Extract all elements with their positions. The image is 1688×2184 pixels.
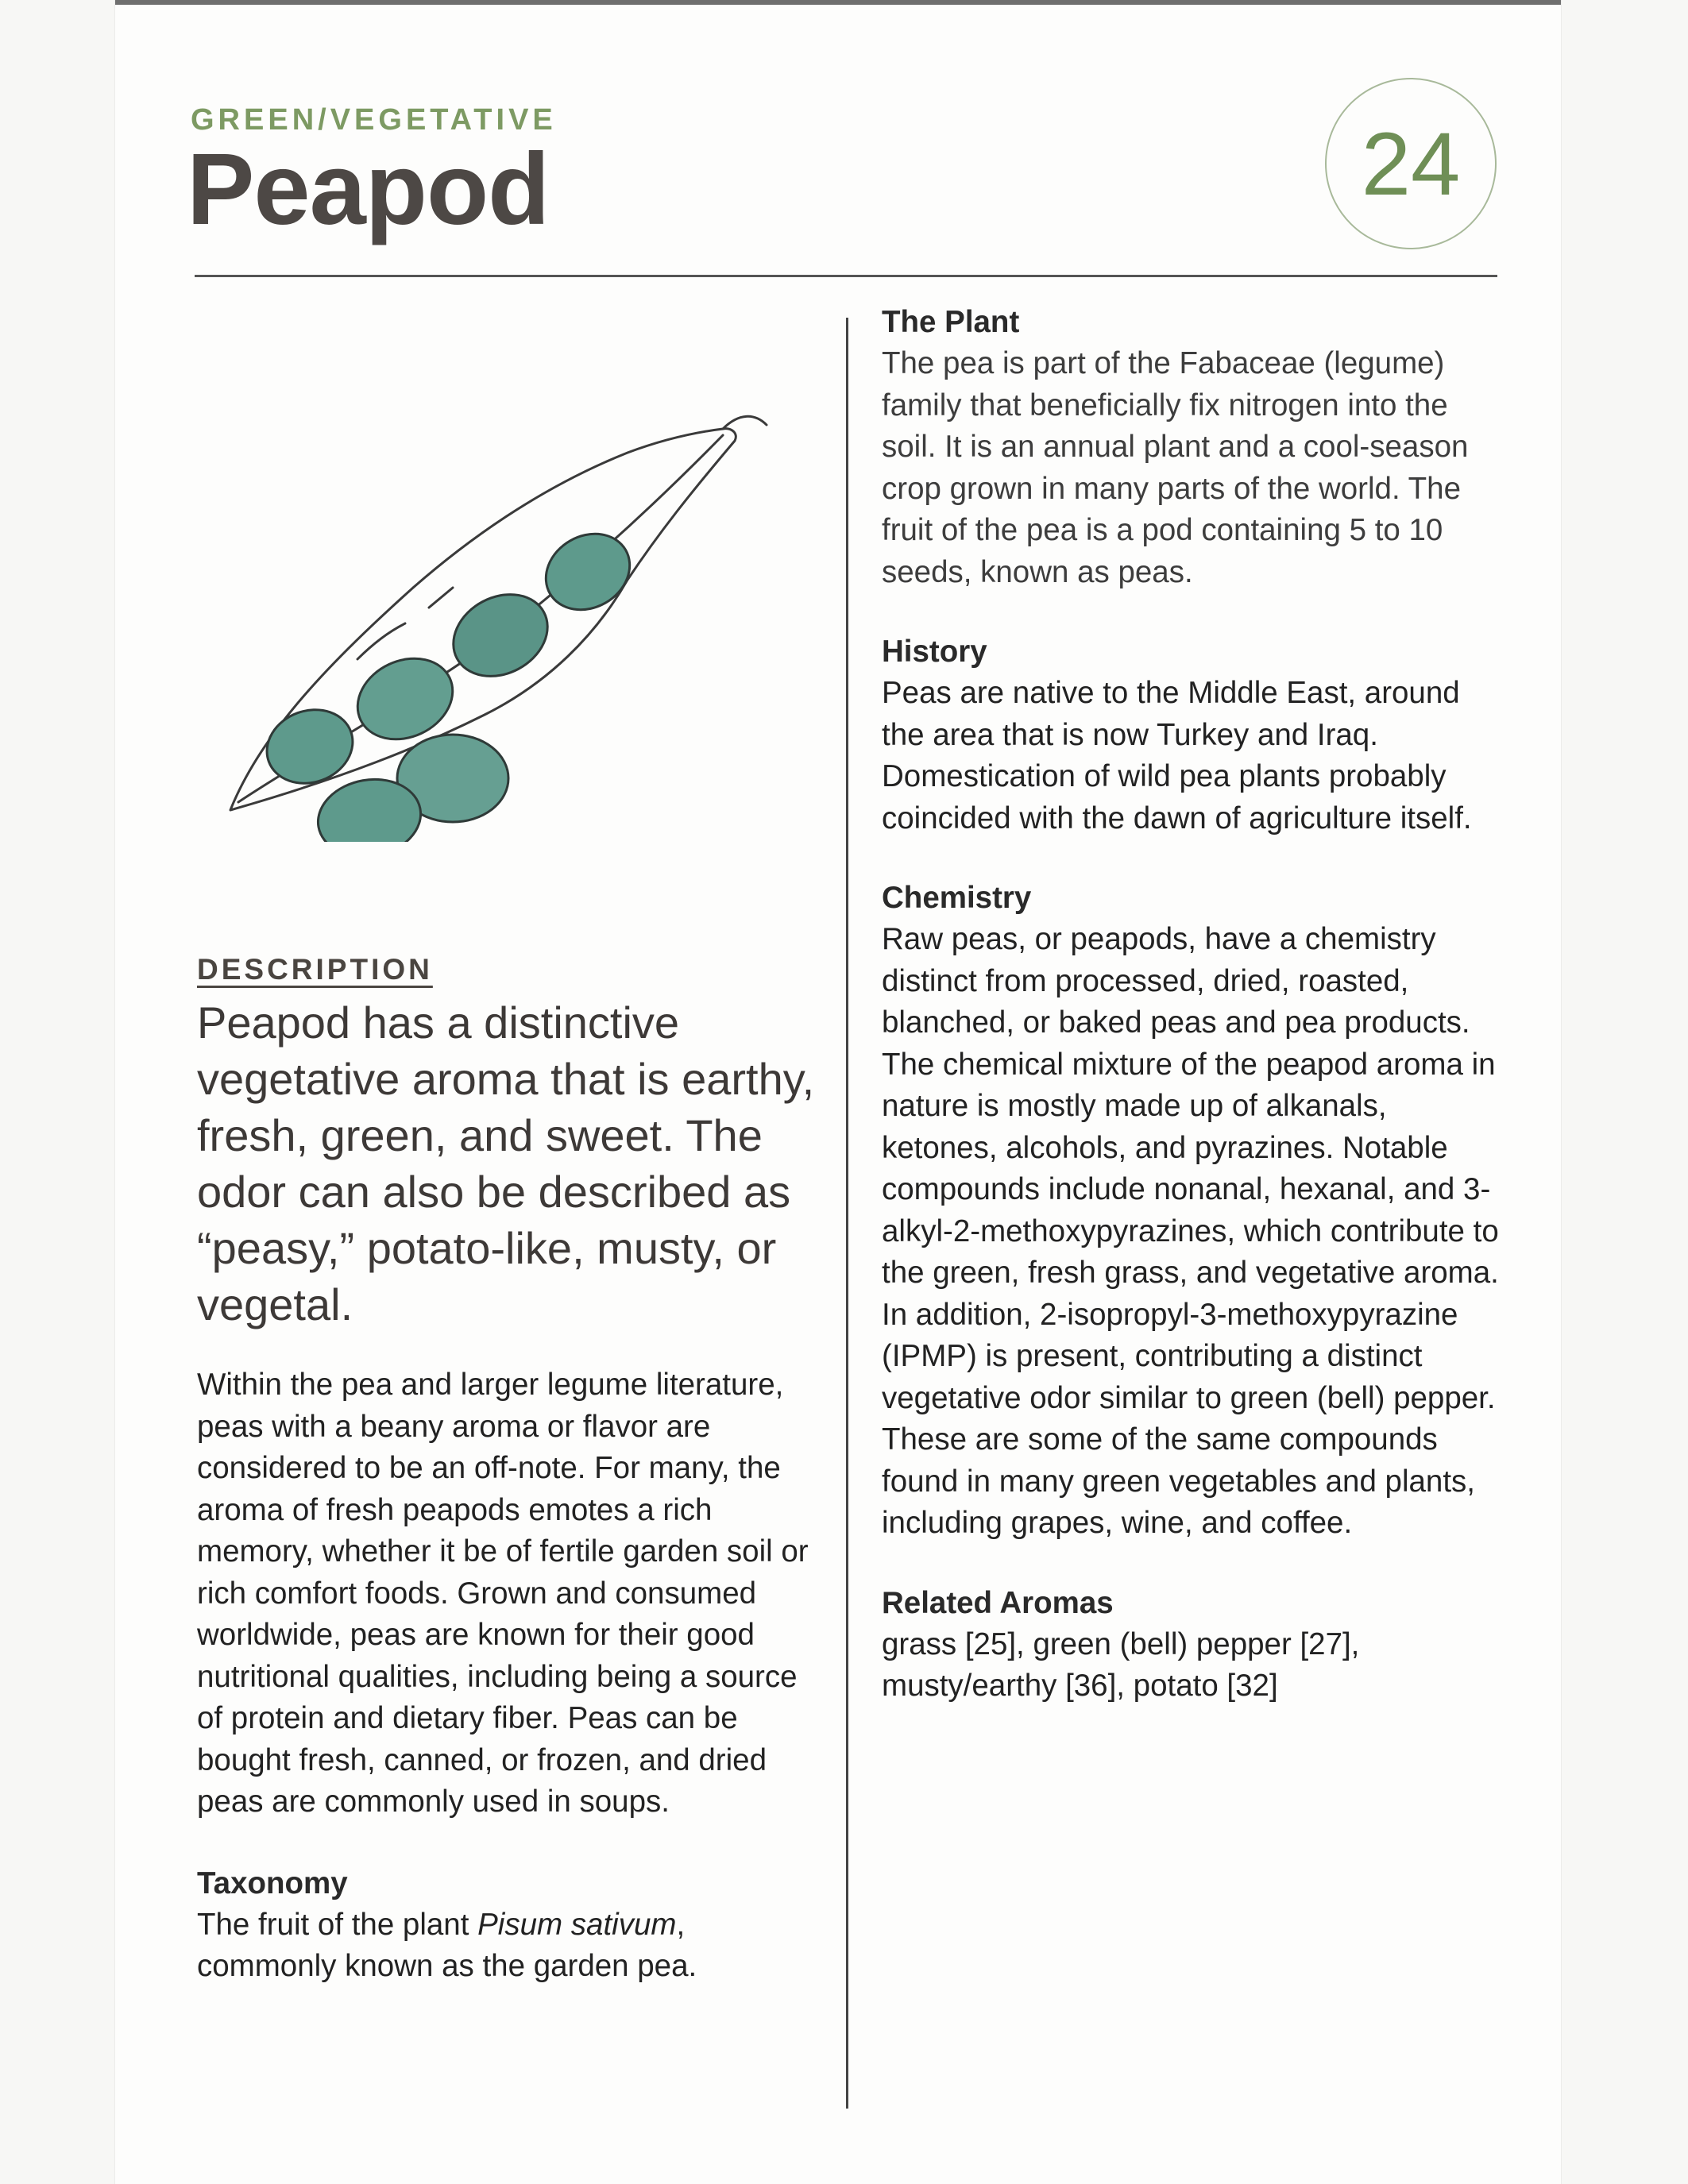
pea [439,579,562,693]
plant-section [882,302,1509,593]
taxonomy-species: Pisum sativum [477,1907,677,1942]
chemistry-section [882,878,1509,1545]
chemistry-text: Raw peas, or peapods, have a chemistry distinct from processed, dried, roasted, blanched, or baked peas and pea products. The chemical mixture of the peapod aroma in nature is mostly made up of alkanals, ketones, alcohols, and pyrazines. Notable compounds include nonanal, hexanal, and 3-alkyl-2-methoxypyrazines, which contribute to the green, fresh grass, and vegetative aroma. In addition, 2-isopropyl-3-methoxypyrazine (IPMP) is present, contributing a distinct vegetative odor similar to green (bell) pepper. These are some of the same compounds found in many green vegetables and plants, including grapes, wine, and coffee. [882,922,1499,1540]
page-title: Peapod [187,133,550,246]
history-text: Peas are native to the Middle East, around the area that is now Turkey and Iraq. Domestication of wild pea plants probably coincided with the dawn of agriculture itself. [882,676,1472,835]
card-number-badge [1325,78,1497,249]
history-heading: History [882,635,987,669]
pod-highlight-2 [429,588,453,608]
taxonomy-text-after: , commonly known as the garden pea. [197,1907,697,1983]
plant-heading: The Plant [882,305,1020,339]
column-divider [846,318,848,2109]
plant-text: The pea is part of the Fabaceae (legume) family that beneficially fix nitrogen into the soil. It is an annual plant and a cool-season crop grown in many parts of the world. The fruit of the pea is a pod containing 5 to 10 seeds, known as peas. [882,346,1469,589]
taxonomy-text-before: The fruit of the plant [197,1907,478,1942]
description-lead: Peapod has a distinctive vegetative aroma that is earthy, fresh, green, and sweet. The odor can also be described as “peasy,” potato-like, musty, or vegetal. [197,997,815,1329]
description-label: DESCRIPTION [197,953,433,986]
card-number: 24 [1361,114,1461,214]
left-column [197,953,825,1988]
pod-stem [723,416,767,429]
related-aromas-text: grass [25], green (bell) pepper [27], musty/earthy [36], potato [32] [882,1626,1360,1703]
header-divider [195,275,1497,277]
pod-highlight-1 [357,623,405,659]
history-section [882,631,1509,839]
related-aromas-section [882,1583,1509,1707]
right-column [882,302,1509,1746]
related-aromas-heading: Related Aromas [882,1585,1114,1620]
chemistry-heading: Chemistry [882,881,1032,915]
taxonomy-heading: Taxonomy [197,1866,348,1900]
description-body: Within the pea and larger legume literature, peas with a beany aroma or flavor are considered to be an off-note. For many, the aroma of fresh peapods emotes a rich memory, whether it be of fertile garden soil or rich comfort foods. Grown and consumed worldwide, peas are known for their good nutritional qualities, including being a source of protein and dietary fiber. Peas can be bought fresh, canned, or frozen, and dried peas are commonly used in soups. [197,1368,809,1819]
peapod-illustration [214,397,802,842]
category-label: GREEN/VEGETATIVE [191,103,557,137]
taxonomy-text [197,1904,825,1988]
top-edge [115,0,1561,5]
pea [532,519,643,625]
taxonomy-section [197,1863,825,1988]
